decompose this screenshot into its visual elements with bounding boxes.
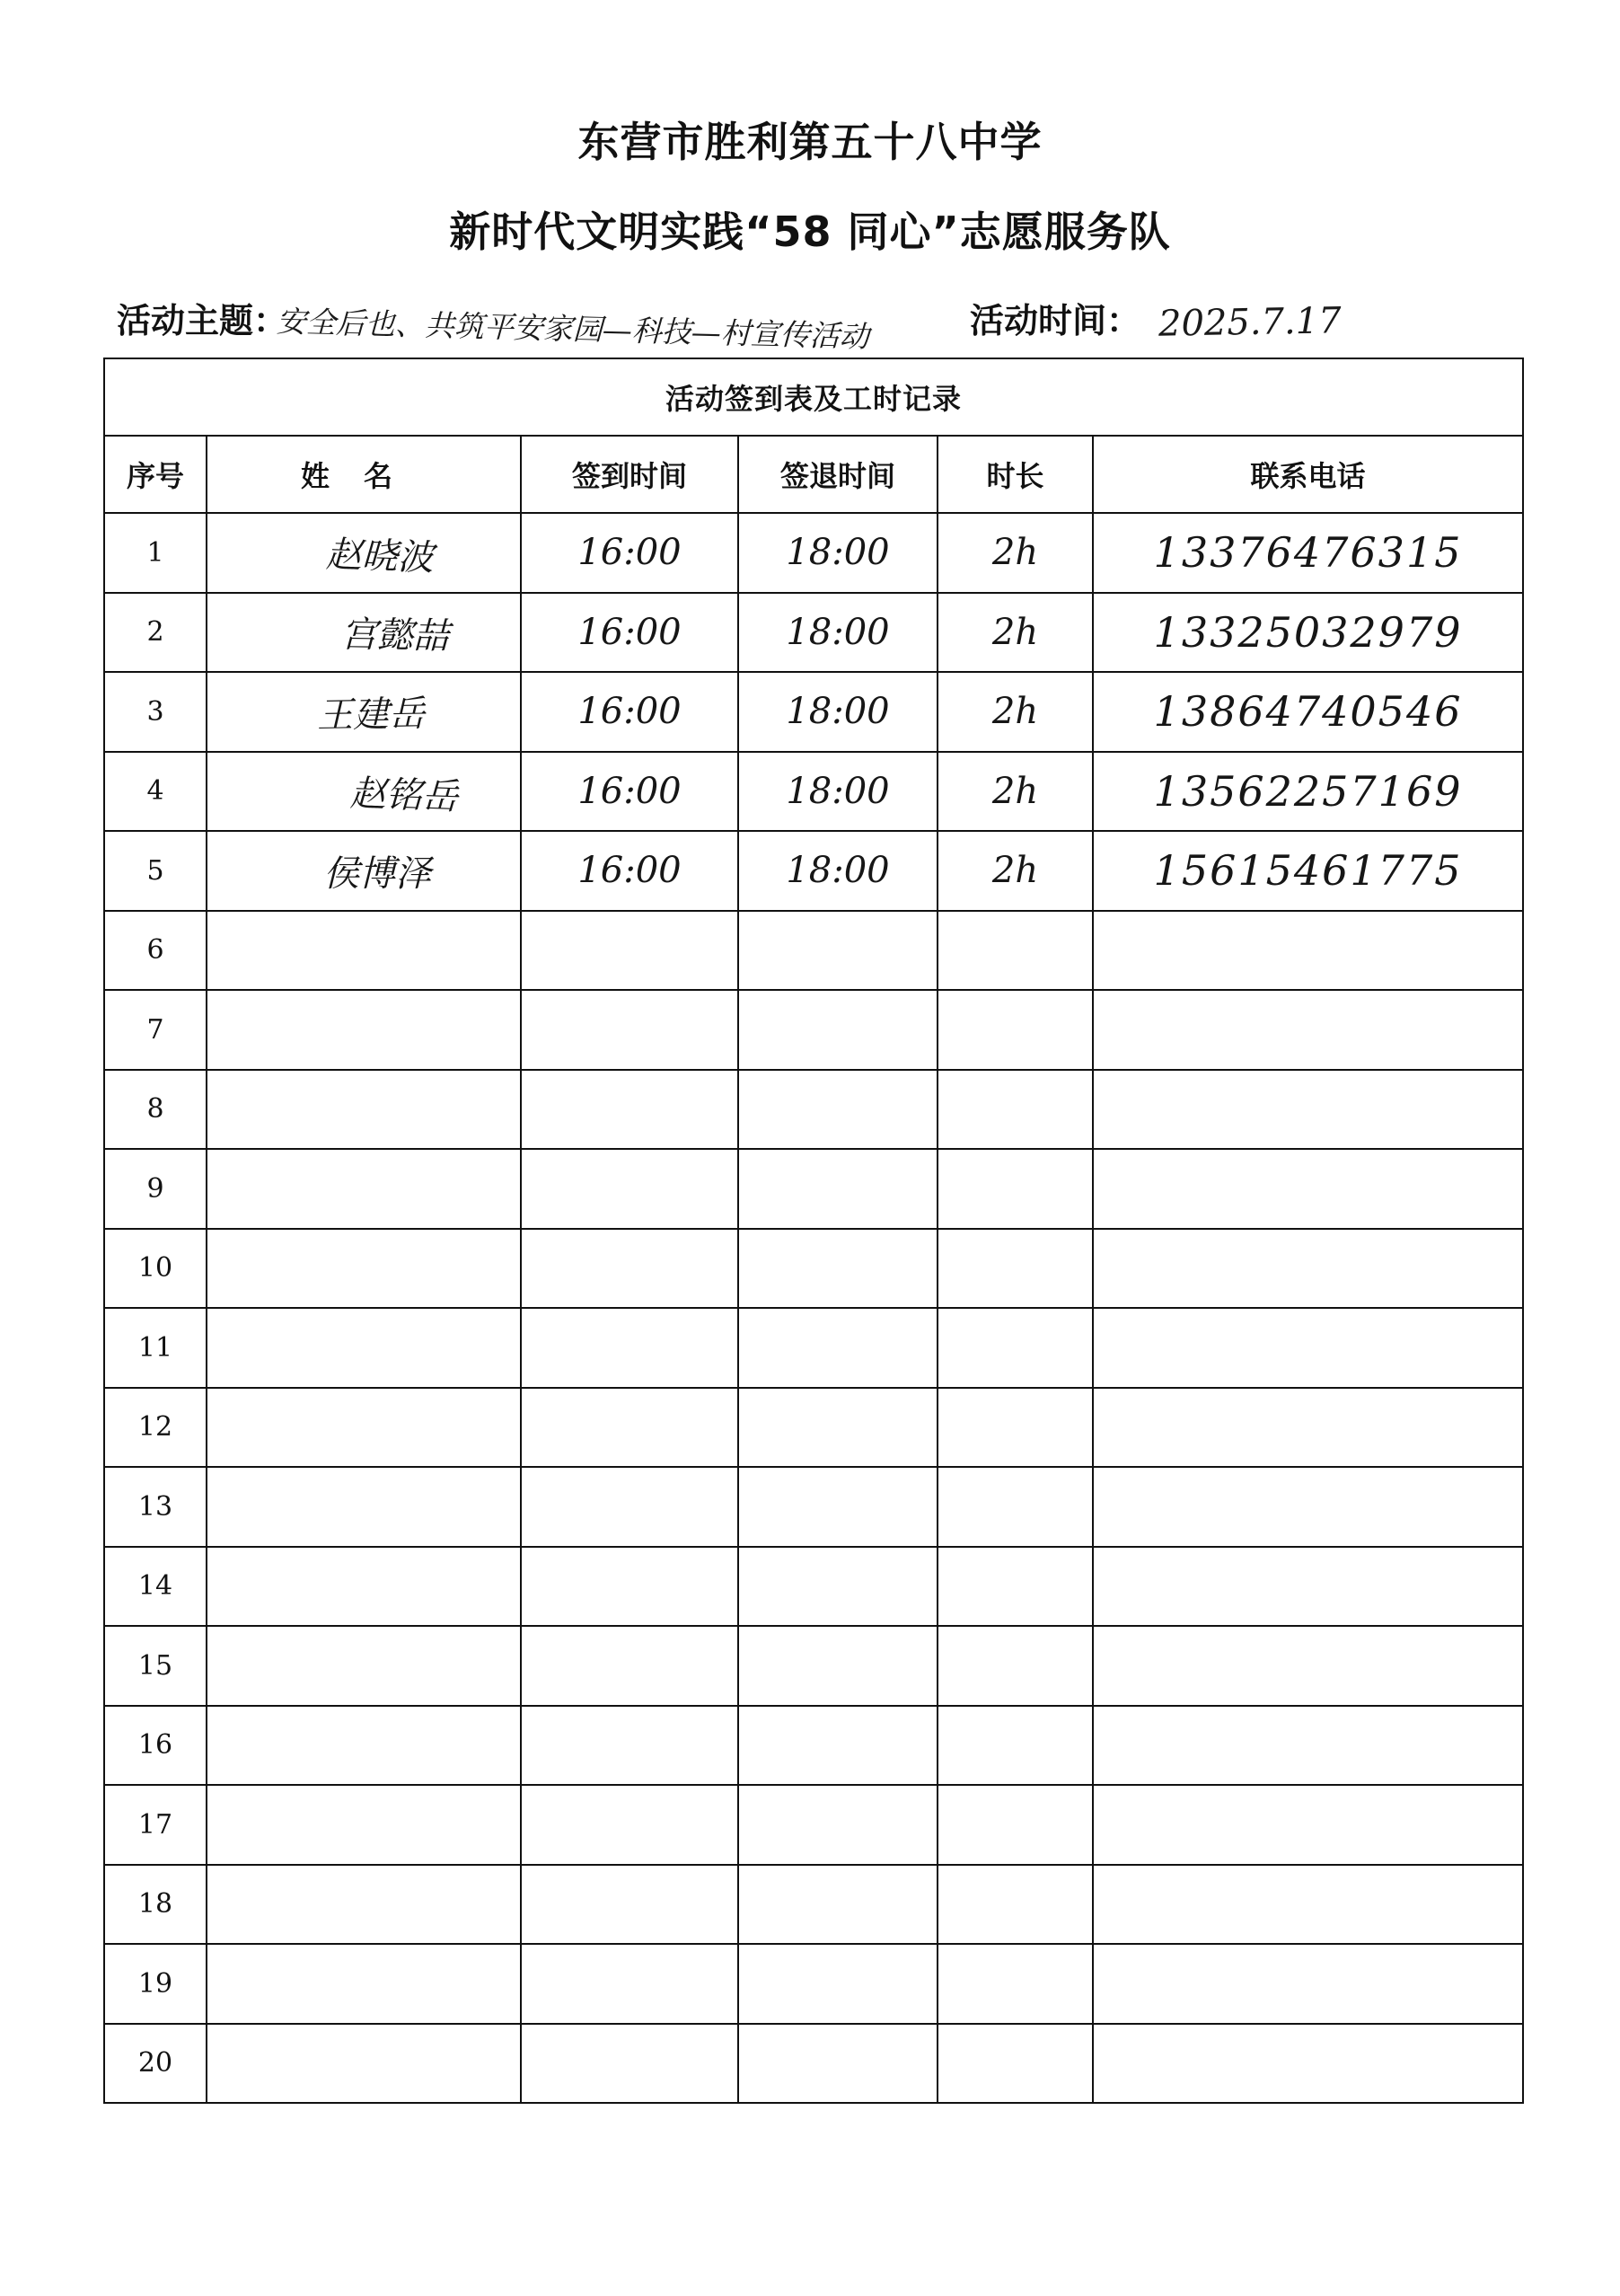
- row-checkout-text: 18:00: [786, 850, 890, 892]
- table-row: [104, 1865, 1523, 1945]
- row-phone: [1093, 2024, 1523, 2104]
- row-duration: [938, 1944, 1093, 2024]
- row-checkin: [521, 1467, 738, 1547]
- row-name-text: 王建岳: [316, 693, 425, 737]
- row-name: [207, 752, 521, 832]
- row-duration: [938, 990, 1093, 1070]
- row-checkin: [521, 1308, 738, 1388]
- row-seq: [104, 2024, 207, 2104]
- row-seq-text: 9: [146, 1172, 164, 1205]
- row-phone: [1093, 513, 1523, 593]
- row-phone-text: 13325032979: [1153, 607, 1463, 657]
- row-seq: [104, 513, 207, 593]
- row-duration: [938, 1070, 1093, 1150]
- row-name-text: 赵晓波: [324, 534, 435, 579]
- table-row: [104, 593, 1523, 673]
- row-seq-text: 15: [137, 1649, 173, 1682]
- row-seq-text: 3: [146, 695, 164, 728]
- row-phone: [1093, 752, 1523, 832]
- row-seq: [104, 593, 207, 673]
- row-name: [207, 990, 521, 1070]
- row-phone: [1093, 1865, 1523, 1945]
- header-seq: 序号: [104, 436, 207, 513]
- row-duration: [938, 1308, 1093, 1388]
- row-seq: [104, 1785, 207, 1865]
- row-phone: [1093, 1070, 1523, 1150]
- row-checkin: [521, 513, 738, 593]
- row-checkin: [521, 990, 738, 1070]
- row-phone-text: 13376476315: [1153, 528, 1463, 578]
- row-checkout: [738, 593, 938, 673]
- row-duration: [938, 2024, 1093, 2104]
- row-checkin: [521, 1388, 738, 1468]
- row-checkin: [521, 752, 738, 832]
- row-seq-text: 2: [146, 616, 164, 649]
- row-checkin: [521, 1944, 738, 2024]
- row-checkout-text: 18:00: [786, 770, 890, 812]
- row-duration: [938, 1865, 1093, 1945]
- row-name: [207, 1865, 521, 1945]
- row-name: [207, 1308, 521, 1388]
- row-phone: [1093, 1706, 1523, 1786]
- row-duration: [938, 1467, 1093, 1547]
- row-checkin-text: 16:00: [577, 770, 682, 812]
- row-checkout: [738, 2024, 938, 2104]
- row-checkout: [738, 1229, 938, 1309]
- row-duration: [938, 1388, 1093, 1468]
- table-row: [104, 2024, 1523, 2104]
- row-checkin: [521, 911, 738, 991]
- row-seq-text: 18: [137, 1888, 173, 1921]
- team-title: 新时代文明实践“58 同心”志愿服务队: [449, 208, 1171, 256]
- row-checkout: [738, 1944, 938, 2024]
- row-name-text: 宫懿喆: [340, 614, 450, 658]
- row-seq-text: 6: [146, 934, 164, 967]
- activity-meta: [117, 286, 1554, 355]
- table-row: [104, 1547, 1523, 1627]
- row-phone-text: 13864740546: [1153, 687, 1463, 737]
- row-name: [207, 831, 521, 911]
- row-checkout: [738, 1308, 938, 1388]
- row-checkin-text: 16:00: [577, 611, 682, 653]
- row-duration: [938, 1626, 1093, 1706]
- row-checkin: [521, 1706, 738, 1786]
- row-phone: [1093, 593, 1523, 673]
- row-duration: [938, 1229, 1093, 1309]
- row-name: [207, 1785, 521, 1865]
- table-row: [104, 1229, 1523, 1309]
- row-duration-text: 2h: [991, 532, 1039, 574]
- row-checkout-text: 18:00: [786, 611, 890, 653]
- row-seq: [104, 831, 207, 911]
- row-checkout: [738, 1388, 938, 1468]
- row-duration: [938, 1785, 1093, 1865]
- row-name: [207, 593, 521, 673]
- school-title: 东营市胜利第五十八中学: [577, 118, 1043, 166]
- row-name: [207, 1149, 521, 1229]
- table-row: [104, 1388, 1523, 1468]
- row-name: [207, 2024, 521, 2104]
- row-checkin: [521, 1229, 738, 1309]
- row-seq-text: 13: [137, 1490, 173, 1523]
- row-name: [207, 1229, 521, 1309]
- row-name-text: 赵铭岳: [349, 773, 459, 818]
- row-phone: [1093, 1388, 1523, 1468]
- row-name: [207, 1467, 521, 1547]
- row-duration: [938, 513, 1093, 593]
- row-phone: [1093, 911, 1523, 991]
- table-row: [104, 1626, 1523, 1706]
- row-seq-text: 19: [137, 1967, 173, 2000]
- row-name: [207, 1070, 521, 1150]
- row-checkin: [521, 593, 738, 673]
- row-duration-text: 2h: [991, 850, 1039, 892]
- row-checkin: [521, 1865, 738, 1945]
- row-checkout: [738, 831, 938, 911]
- row-seq: [104, 1308, 207, 1388]
- table-header-row: [104, 436, 1523, 513]
- row-name: [207, 1626, 521, 1706]
- header-checkin: 签到时间: [521, 436, 738, 513]
- table-row: [104, 1070, 1523, 1150]
- row-name: [207, 513, 521, 593]
- row-checkout: [738, 911, 938, 991]
- row-phone-text: 13562257169: [1153, 766, 1463, 816]
- row-checkin: [521, 1149, 738, 1229]
- row-seq: [104, 1706, 207, 1786]
- row-duration: [938, 593, 1093, 673]
- row-seq-text: 12: [137, 1411, 173, 1444]
- row-checkout: [738, 1070, 938, 1150]
- row-seq: [104, 1229, 207, 1309]
- table-caption-row: [104, 358, 1523, 436]
- row-checkout: [738, 1626, 938, 1706]
- table-body: [104, 513, 1523, 2103]
- row-duration-text: 2h: [991, 691, 1039, 733]
- row-phone: [1093, 1308, 1523, 1388]
- theme-label: 活动主题：: [117, 301, 288, 340]
- row-phone-text: 15615461775: [1153, 846, 1463, 896]
- row-seq: [104, 990, 207, 1070]
- row-checkout: [738, 513, 938, 593]
- row-name: [207, 672, 521, 752]
- table-row: [104, 513, 1523, 593]
- row-seq-text: 8: [146, 1093, 164, 1126]
- header-checkout: 签退时间: [738, 436, 938, 513]
- row-phone: [1093, 990, 1523, 1070]
- row-phone: [1093, 1785, 1523, 1865]
- row-phone: [1093, 1626, 1523, 1706]
- row-seq-text: 14: [137, 1570, 173, 1603]
- table-row: [104, 831, 1523, 911]
- table-row: [104, 1706, 1523, 1786]
- row-checkin: [521, 672, 738, 752]
- time-label: 活动时间：: [970, 301, 1141, 340]
- table-row: [104, 1149, 1523, 1229]
- row-seq: [104, 1626, 207, 1706]
- row-seq: [104, 1388, 207, 1468]
- header-phone: 联系电话: [1093, 436, 1523, 513]
- row-duration: [938, 1149, 1093, 1229]
- row-checkout-text: 18:00: [786, 532, 890, 574]
- row-duration: [938, 831, 1093, 911]
- row-seq: [104, 672, 207, 752]
- row-name: [207, 911, 521, 991]
- row-seq-text: 1: [146, 536, 164, 569]
- header-name: 姓名: [207, 436, 521, 513]
- row-phone: [1093, 831, 1523, 911]
- row-checkin: [521, 1785, 738, 1865]
- row-checkout: [738, 1706, 938, 1786]
- signin-table: [103, 358, 1524, 2104]
- row-seq: [104, 1944, 207, 2024]
- table-row: [104, 1944, 1523, 2024]
- row-duration-text: 2h: [991, 611, 1039, 653]
- row-checkout: [738, 1467, 938, 1547]
- row-duration: [938, 1706, 1093, 1786]
- row-seq-text: 5: [146, 854, 164, 887]
- table-row: [104, 672, 1523, 752]
- row-checkin: [521, 1547, 738, 1627]
- row-checkin: [521, 831, 738, 911]
- table-caption: 活动签到表及工时记录: [104, 358, 1523, 436]
- row-name: [207, 1388, 521, 1468]
- row-checkin: [521, 1070, 738, 1150]
- row-checkout: [738, 1547, 938, 1627]
- row-seq-text: 11: [137, 1331, 173, 1364]
- row-duration: [938, 672, 1093, 752]
- table-row: [104, 911, 1523, 991]
- theme-value: 安全后也、共筑平安家园—科技—村宣传活动: [276, 304, 870, 355]
- row-seq-text: 17: [137, 1808, 173, 1841]
- row-checkin: [521, 1626, 738, 1706]
- row-phone: [1093, 1467, 1523, 1547]
- row-seq-text: 4: [146, 775, 164, 808]
- row-checkout: [738, 1785, 938, 1865]
- row-checkout: [738, 1149, 938, 1229]
- table-row: [104, 1308, 1523, 1388]
- row-name-text: 侯博泽: [323, 852, 431, 895]
- row-seq: [104, 1149, 207, 1229]
- row-duration: [938, 1547, 1093, 1627]
- table-row: [104, 990, 1523, 1070]
- row-seq-text: 10: [137, 1252, 173, 1285]
- row-seq-text: 20: [137, 2047, 173, 2080]
- row-name: [207, 1944, 521, 2024]
- row-phone: [1093, 1547, 1523, 1627]
- row-checkout: [738, 752, 938, 832]
- row-checkout-text: 18:00: [786, 691, 890, 733]
- row-seq: [104, 752, 207, 832]
- row-checkin: [521, 2024, 738, 2104]
- time-value: 2025.7.17: [1158, 300, 1342, 345]
- row-checkin-text: 16:00: [577, 532, 682, 574]
- row-name: [207, 1547, 521, 1627]
- row-duration: [938, 752, 1093, 832]
- row-name: [207, 1706, 521, 1786]
- row-duration: [938, 911, 1093, 991]
- row-phone: [1093, 1944, 1523, 2024]
- row-phone: [1093, 672, 1523, 752]
- row-seq: [104, 1865, 207, 1945]
- row-checkout: [738, 672, 938, 752]
- row-phone: [1093, 1229, 1523, 1309]
- row-checkout: [738, 990, 938, 1070]
- row-seq: [104, 911, 207, 991]
- table-row: [104, 752, 1523, 832]
- table-row: [104, 1785, 1523, 1865]
- row-seq: [104, 1547, 207, 1627]
- row-checkin-text: 16:00: [577, 850, 682, 892]
- row-seq: [104, 1070, 207, 1150]
- row-seq-text: 7: [146, 1013, 164, 1046]
- row-checkout: [738, 1865, 938, 1945]
- row-phone: [1093, 1149, 1523, 1229]
- table-row: [104, 1467, 1523, 1547]
- row-duration-text: 2h: [991, 770, 1039, 812]
- row-seq: [104, 1467, 207, 1547]
- row-seq-text: 16: [137, 1729, 173, 1762]
- header-duration: 时长: [938, 436, 1093, 513]
- row-checkin-text: 16:00: [577, 691, 682, 733]
